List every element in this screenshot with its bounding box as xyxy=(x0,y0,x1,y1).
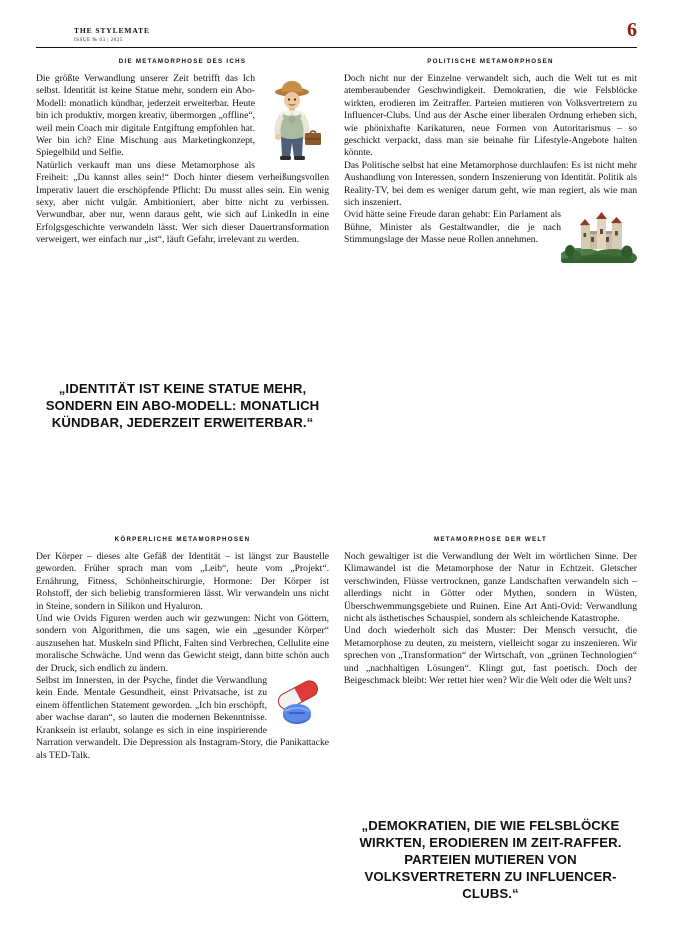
article-paragraph: Natürlich verkauft man uns diese Metamorphose als Freiheit: „Du kannst alles sein!“ Doch hinter diesem verheißungsvollen Imperativ lauert die erschöpfende Pflicht: Du musst alles sein. Ein wenig sexy, aber nicht vulgär. Ambitioniert, aber bitte nicht zu verbissen. Verwundbar, aber nur, wenn daraus geht, wie sich auf LinkedIn in eine Erfolgsgeschichte verwandeln lässt. Wer sich dieser Dauertransformation verweigert, wer einfach nur „ist“, läuft Gefahr, irrelevant zu werden. xyxy=(36,159,329,246)
article-paragraph: Noch gewaltiger ist die Verwandlung der Welt im wörtlichen Sinne. Der Klimawandel ist die Metamorphose der Natur in Echtzeit. Gletscher verschwinden, Flüsse vertrocknen, ganze Landschaften verwandeln sich – allerdings nicht in Götter oder Mythen, sondern in Wüsten, Überschwemmungsgebiete und Ruinen. Eine Art Anti-Ovid: Verwandlung nicht als ästhetisches Schauspiel, sondern als schleichende Katastrophe. xyxy=(344,551,637,625)
pullquote-identitaet: „IDENTITÄT IST KEINE STATUE MEHR, SONDERN EIN ABO-MODELL: MONATLICH KÜNDBAR, JEDERZEIT ERWEITERBAR.“ xyxy=(45,381,320,430)
article-paragraph: Der Körper – dieses alte Gefäß der Identität – ist längst zur Baustelle geworden. Früher sprach man vom „Leib“, heute vom „Projekt“. Ernährung, Fitness, Schönheitschirurgie, Hormone: Der Körper ist Rohstoff, der sich beliebig transformieren lässt. Wir verwandeln uns nicht in Steine, sondern in Silikon und Hyaluron. xyxy=(36,551,329,612)
article-kicker: KÖRPERLICHE METAMORPHOSEN xyxy=(114,536,251,543)
article-body xyxy=(36,551,329,762)
header-divider xyxy=(36,47,637,48)
article-paragraph: Und wie Ovids Figuren werden auch wir gezwungen: Nicht von Göttern, sondern von Algorithmen, die uns sagen, wie ein „gesunder Körper“ auszusehen hat. Muskeln sind Pflicht, Falten sind Verbrechen, Cellulite eine moralische Schwäche. Und wenn das Gewicht steigt, dann bitte schön auch der Druck, sich endlich zu ändern. xyxy=(36,613,329,674)
article-paragraph: Ovid hätte seine Freude daran gehabt: Ein Parlament als Bühne, Minister als Gestaltwandler, die je nach Stimmungslage der Masse neue Rollen annehmen. xyxy=(344,209,561,246)
article-kicker: METAMORPHOSE DER WELT xyxy=(434,536,547,543)
figure-with-briefcase-illustration xyxy=(255,75,329,161)
pills-illustration xyxy=(267,677,329,727)
article-politische-metamorphosen xyxy=(344,58,637,265)
masthead-issue: ISSUE № 03 | 2025 xyxy=(74,36,123,43)
article-paragraph: Selbst im Innersten, in der Psyche, findet die Verwandlung kein Ende. Mentale Gesundheit, einst Privatsache, ist zu einem öffentlichen Statement geworden. „Ich bin erschöpft, aber wachse daran“, so lauten die modernen Bekenntnisse. Kranksein ist erlaubt, solange es sich in eine inspirierende Narration verwandelt. Die Depression als Instagram-Story, die Panikattacke als TED-Talk. xyxy=(36,675,329,761)
article-metamorphose-des-ichs xyxy=(36,58,329,247)
article-paragraph: Das Politische selbst hat eine Metamorphose durchlaufen: Es ist nicht mehr Aushandlung von Interessen, sondern Inszenierung von Identität. Politik als Reality-TV, bei dem es weniger darum geht, wie man regiert, als wie man sich inszeniert. xyxy=(344,159,637,209)
article-body xyxy=(344,73,637,247)
masthead-title: THE STYLEMATE xyxy=(74,26,150,35)
article-koerperliche-metamorphosen xyxy=(36,536,329,762)
article-paragraph: Und doch wiederholt sich das Muster: Der Mensch versucht, die Metamorphose zu deuten, zu meistern, vielleicht sogar zu inszenieren. Wir sprechen von „Transformation“ der Wirtschaft, von „grünen Technologien“ und „nachhaltigen Lösungen“. Klingt gut, fast poetisch. Doch der Beigeschmack bleibt: Wer rettet hier wen? Wir die Welt oder die Welt uns? xyxy=(344,625,637,687)
article-kicker: POLITISCHE METAMORPHOSEN xyxy=(427,58,554,65)
article-paragraph: Doch nicht nur der Einzelne verwandelt sich, auch die Welt tut es mit atemberaubender Geschwindigkeit. Demokratien, die wie Felsblöcke wirkten, erodieren im Zeitraffer. Parteien mutieren von Volksvertretern zu Influencer-Clubs. Und aus der Asche einer liberalen Ordnung erheben sich, wie phönixhafte Karikaturen, neue Formen von Autoritarismus – so geschickt verpackt, dass man sie beinahe für Lifestyle-Angebote halten könnte. xyxy=(344,73,637,159)
article-paragraph: Die größte Verwandlung unserer Zeit betrifft das Ich selbst. Identität ist keine Statue mehr, sondern ein Abo-Modell: monatlich kündbar, jederzeit erweiterbar. Heute bin ich produktiv, morgen kreativ, übermorgen „offline“, weil mein Coach mir digitale Entgiftung empfohlen hat. Wer bin ich? Eine Mischung aus Marketingkonzept, Spiegelbild und Selfie. xyxy=(36,73,255,159)
page-number: 6 xyxy=(627,19,637,41)
article-kicker: DIE METAMORPHOSE DES ICHS xyxy=(118,58,247,65)
article-body xyxy=(344,551,637,687)
article-body xyxy=(36,73,329,247)
pullquote-demokratien: „DEMOKRATIEN, DIE WIE FELSBLÖCKE WIRKTEN, ERODIEREN IM ZEIT-RAFFER. PARTEIEN MUTIEREN VON VOLKSVERTRETERN ZU INFLUENCER-CLUBS.“ xyxy=(359,818,622,901)
article-metamorphose-der-welt xyxy=(344,536,637,687)
castle-on-hill-illustration xyxy=(561,211,637,263)
masthead xyxy=(74,26,633,52)
